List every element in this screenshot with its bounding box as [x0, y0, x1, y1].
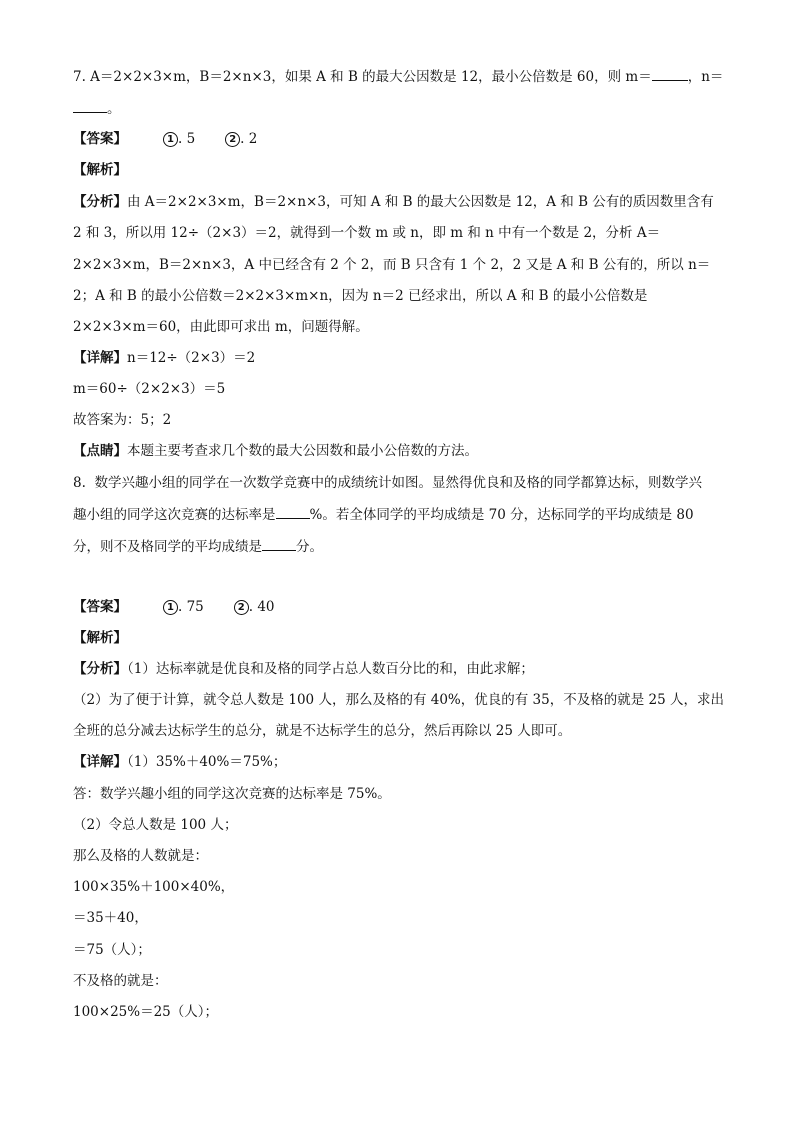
q7-stem-line-2: 。 [73, 98, 121, 119]
q8-detail-line: 100×25%＝25（人）； [73, 1004, 219, 1020]
q8-fenxi-line-3: 全班的总分减去达标学生的总分，就是不达标学生的总分，然后再除以 25 人即可。 [73, 723, 572, 739]
q8-analysis-label: 【解析】 [73, 630, 127, 646]
q8-detail-line: 答：数学兴趣小组的同学这次竞赛的达标率是 75%。 [73, 786, 391, 802]
answer-label: 【答案】 [73, 599, 127, 615]
q7-blank-m[interactable] [652, 66, 688, 81]
q8-stem-line-3: 分，则不及格同学的平均成绩是 分。 [73, 536, 323, 557]
q8-stem-line-1: 8. 数学兴趣小组的同学在一次数学竞赛中的成绩统计如图。显然得优良和及格的同学都算达标，则数学兴 [73, 475, 702, 491]
q7-fenxi-line-4: 2；A 和 B 的最小公倍数＝2×2×3×m×n，因为 n＝2 已经求出，所以 A 和 B 的最小公倍数是 [73, 288, 648, 304]
q8-detail-line: ＝75（人）； [73, 942, 151, 958]
circled-number-icon: 1 [163, 600, 178, 615]
q8-blank-score[interactable] [262, 536, 296, 551]
answer-label: 【答案】 [73, 131, 127, 147]
q7-answer [73, 129, 257, 149]
dianjing-label: 【点睛】 [73, 443, 127, 459]
answer-value-1: . 5 [178, 131, 196, 147]
q8-stem-line-2: 趣小组的同学这次竞赛的达标率是 %。若全体同学的平均成绩是 70 分，达标同学的平均成绩是 80 [73, 504, 694, 525]
q7-stem-line-1: 7. A＝2×2×3×m，B＝2×n×3，如果 A 和 B 的最大公因数是 12，最小公倍数是 60，则 m＝ ，n＝ [73, 66, 723, 87]
q8-fenxi-line-1: 【分析】（1）达标率就是优良和及格的同学占总人数百分比的和，由此求解； [73, 661, 534, 677]
q7-xiangjie-line-2: m＝60÷（2×2×3）＝5 [73, 381, 226, 397]
q8-detail-line: 那么及格的人数就是： [73, 848, 208, 864]
xiangjie-label: 【详解】 [73, 350, 127, 366]
q7-dianjing: 【点睛】本题主要考查求几个数的最大公因数和最小公倍数的方法。 [73, 443, 478, 459]
circled-number-icon: 2 [234, 600, 249, 615]
q8-xiangjie-line-1: 【详解】（1）35%＋40%＝75%； [73, 754, 287, 770]
circled-number-icon: 2 [225, 132, 240, 147]
q8-detail-line: 100×35%＋100×40%， [73, 879, 235, 895]
answer-value-1: . 75 [178, 599, 204, 615]
q8-detail-line: ＝35＋40， [73, 910, 148, 926]
q7-conclusion: 故答案为：5；2 [73, 412, 172, 428]
q7-blank-n[interactable] [73, 98, 107, 113]
fenxi-label: 【分析】 [73, 194, 127, 210]
q7-analysis-label: 【解析】 [73, 162, 127, 178]
answer-value-2: . 2 [240, 131, 258, 147]
q7-xiangjie-line-1: 【详解】n＝12÷（2×3）＝2 [73, 350, 256, 366]
q8-blank-rate[interactable] [276, 504, 310, 519]
q8-detail-line: （2）令总人数是 100 人； [73, 817, 238, 833]
q8-fenxi-line-2: （2）为了便于计算，就令总人数是 100 人，那么及格的有 40%，优良的有 35，不及格的就是 25 人，求出 [73, 692, 724, 708]
q7-fenxi-line-1: 【分析】由 A＝2×2×3×m，B＝2×n×3，可知 A 和 B 的最大公因数是 12，A 和 B 公有的质因数里含有 [73, 194, 714, 210]
q7-fenxi-line-3: 2×2×3×m，B＝2×n×3，A 中已经含有 2 个 2，而 B 只含有 1 个 2，2 又是 A 和 B 公有的，所以 n＝ [73, 257, 711, 273]
q8-answer [73, 597, 275, 617]
circled-number-icon: 1 [163, 132, 178, 147]
q7-fenxi-line-2: 2 和 3，所以用 12÷（2×3）＝2，就得到一个数 m 或 n，即 m 和 n 中有一个数是 2，分析 A＝ [73, 225, 661, 241]
fenxi-label: 【分析】 [73, 661, 127, 677]
q7-fenxi-line-5: 2×2×3×m＝60，由此即可求出 m，问题得解。 [73, 319, 369, 335]
answer-value-2: . 40 [248, 599, 275, 615]
q8-detail-line: 不及格的就是： [73, 973, 168, 989]
xiangjie-label: 【详解】 [73, 754, 127, 770]
